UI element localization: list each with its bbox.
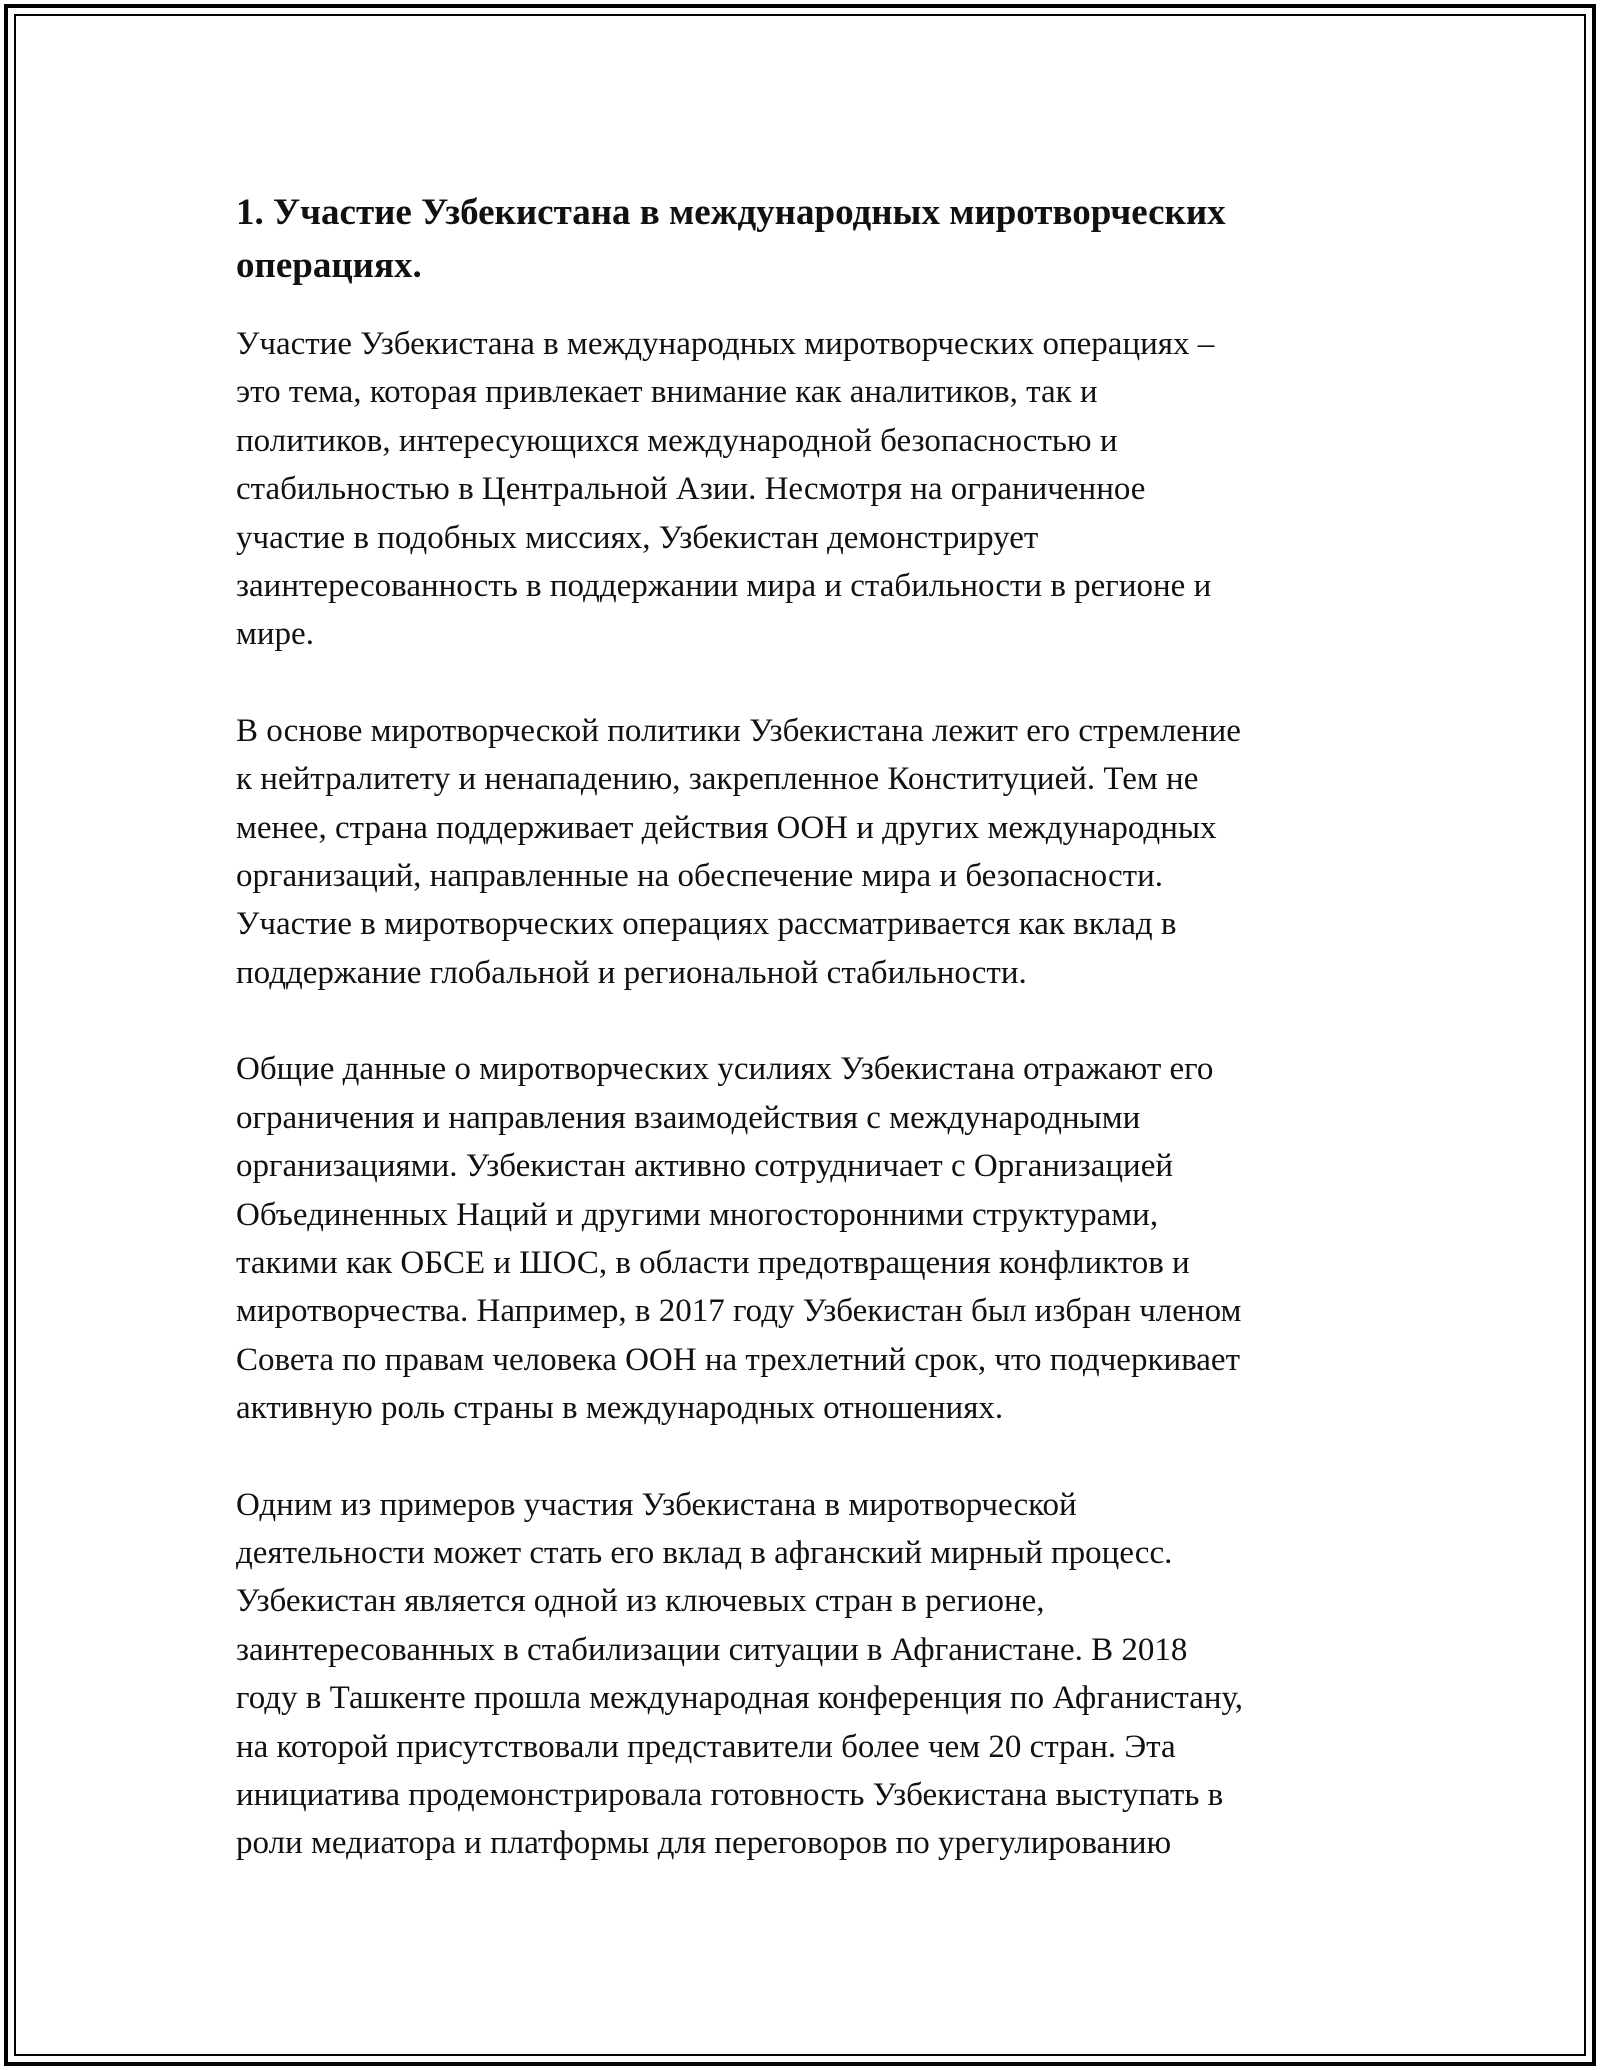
text-line: В основе миротворческой политики Узбекистана лежит его стремление: [236, 712, 1241, 749]
heading-line: операциях.: [236, 245, 422, 286]
text-line: это тема, которая привлекает внимание как аналитиков, так и: [236, 374, 1098, 411]
text-line: заинтересованность в поддержании мира и стабильности в регионе и: [236, 568, 1212, 605]
text-line: роли медиатора и платформы для переговоров по урегулированию: [236, 1825, 1172, 1862]
paragraph-3: [236, 1045, 1386, 1432]
text-line: Общие данные о миротворческих усилиях Узбекистана отражают его: [236, 1051, 1214, 1088]
text-line: мире.: [236, 616, 314, 653]
document-content: [236, 186, 1386, 1916]
text-line: ограничения и направления взаимодействия с международными: [236, 1099, 1141, 1136]
text-line: такими как ОБСЕ и ШОС, в области предотвращения конфликтов и: [236, 1244, 1190, 1281]
text-line: участие в подобных миссиях, Узбекистан демонстрирует: [236, 519, 1039, 556]
text-line: деятельности может стать его вклад в афганский мирный процесс.: [236, 1534, 1173, 1571]
paragraph-1: [236, 320, 1386, 659]
text-line: менее, страна поддерживает действия ООН и других международных: [236, 809, 1217, 846]
text-line: на которой присутствовали представители более чем 20 стран. Эта: [236, 1728, 1176, 1765]
text-line: Одним из примеров участия Узбекистана в миротворческой: [236, 1486, 1077, 1523]
paragraph-4: [236, 1481, 1386, 1868]
text-line: организаций, направленные на обеспечение мира и безопасности.: [236, 858, 1163, 895]
text-line: стабильностью в Центральной Азии. Несмотря на ограниченное: [236, 471, 1146, 508]
text-line: году в Ташкенте прошла международная конференция по Афганистану,: [236, 1680, 1243, 1717]
text-line: Участие Узбекистана в международных миротворческих операциях –: [236, 326, 1215, 362]
heading-line: 1. Участие Узбекистана в международных миротворческих: [236, 192, 1226, 233]
paragraph-2: [236, 707, 1386, 997]
text-line: активную роль страны в международных отношениях.: [236, 1390, 1004, 1427]
text-line: миротворчества. Например, в 2017 году Узбекистан был избран членом: [236, 1293, 1242, 1330]
text-line: Объединенных Наций и другими многосторонними структурами,: [236, 1196, 1159, 1233]
text-line: к нейтралитету и ненападению, закрепленное Конституцией. Тем не: [236, 761, 1199, 798]
text-line: Узбекистан является одной из ключевых стран в регионе,: [236, 1583, 1045, 1620]
text-line: Участие в миротворческих операциях рассматривается как вклад в: [236, 906, 1177, 943]
text-line: политиков, интересующихся международной безопасностью и: [236, 422, 1118, 459]
text-line: Совета по правам человека ООН на трехлетний срок, что подчеркивает: [236, 1341, 1241, 1378]
section-heading: [236, 186, 1386, 292]
text-line: заинтересованных в стабилизации ситуации в Афганистане. В 2018: [236, 1631, 1188, 1668]
text-line: поддержание глобальной и региональной стабильности.: [236, 954, 1027, 991]
text-line: организациями. Узбекистан активно сотрудничает с Организацией: [236, 1148, 1174, 1185]
text-line: инициатива продемонстрировала готовность Узбекистана выступать в: [236, 1776, 1224, 1813]
